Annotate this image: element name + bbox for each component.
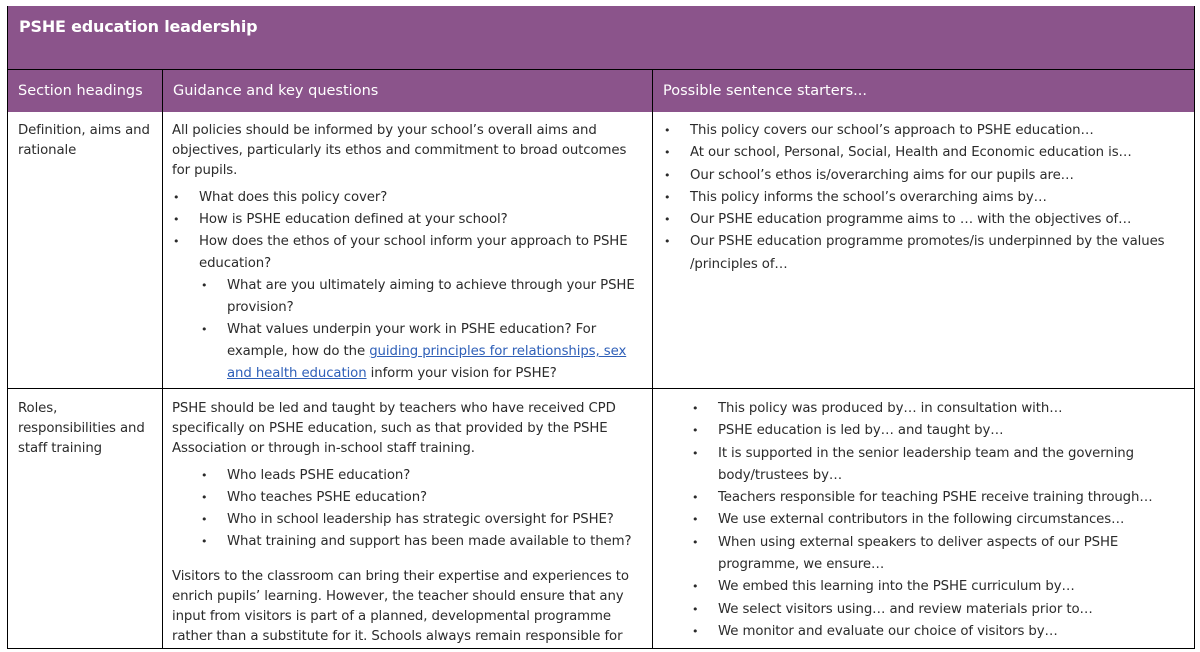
- list-item: • We use external contributors in the following circumstances…: [691, 509, 1191, 531]
- list-item: • How does the ethos of your school inform your approach to PSHE education?: [172, 231, 648, 275]
- list-item: • What training and support has been made available to them?: [200, 531, 648, 553]
- list-item: • What does this policy cover?: [172, 187, 648, 209]
- guiding-principles-link[interactable]: guiding principles for relationships, sex and health education: [227, 344, 627, 381]
- column-header-guidance: Guidance and key questions: [173, 83, 379, 99]
- list-item: • Teachers responsible for teaching PSHE receive training through…: [691, 487, 1191, 509]
- table-row-1-heading: Definition, aims and rationale: [18, 123, 150, 158]
- list-item: • Who leads PSHE education?: [200, 465, 648, 487]
- table-row-1-guidance: [172, 121, 648, 385]
- list-item: • PSHE education is led by… and taught by…: [691, 420, 1191, 442]
- table-title: PSHE education leadership: [19, 17, 258, 36]
- list-item: [200, 319, 648, 385]
- list-item: • This policy informs the school’s overarching aims by…: [663, 187, 1188, 209]
- column-header-sentence-starters: Possible sentence starters...: [663, 83, 867, 99]
- table-row-2-heading: Roles, responsibilities and staff training: [18, 401, 145, 456]
- list-item: • Our school’s ethos is/overarching aims for our pupils are…: [663, 165, 1188, 187]
- list-item: • Who in school leadership has strategic oversight for PSHE?: [200, 509, 648, 531]
- guidance-intro: All policies should be informed by your school’s overall aims and objectives, particularly its ethos and commitment to broad outcomes for pupils.: [172, 123, 627, 178]
- column-header-row: [8, 70, 1194, 112]
- pshe-leadership-table: [7, 6, 1195, 649]
- table-title-row: [8, 6, 1194, 70]
- list-item: • We embed this learning into the PSHE curriculum by…: [691, 576, 1191, 598]
- table-row-2-guidance: [172, 399, 648, 649]
- row-divider: [8, 388, 1194, 389]
- guidance-intro: PSHE should be led and taught by teachers who have received CPD specifically on PSHE education, such as that provided by the PSHE Association or through in-school staff training.: [172, 401, 616, 456]
- sentence-starters-list: [663, 120, 1188, 276]
- list-item: • We monitor and evaluate our choice of visitors by…: [691, 621, 1191, 643]
- list-item: • We select visitors using… and review materials prior to…: [691, 599, 1191, 621]
- list-item: • At our school, Personal, Social, Health and Economic education is…: [663, 142, 1188, 164]
- list-item: • This policy covers our school’s approach to PSHE education…: [663, 120, 1188, 142]
- table-row-1-starters: [663, 120, 1188, 276]
- list-item: • This policy was produced by… in consultation with…: [691, 398, 1191, 420]
- list-item: • How is PSHE education defined at your school?: [172, 209, 648, 231]
- guidance-outro: Visitors to the classroom can bring their expertise and experiences to enrich pupils’ learning. However, the teacher should ensure that any input from visitors is part of a planned, developmental programme rather than a substitute for it. Schools always remain responsible for: [172, 569, 629, 644]
- column-divider: [652, 70, 653, 649]
- list-item: • Our PSHE education programme promotes/is underpinned by the values /principles of…: [663, 231, 1188, 276]
- column-header-section-headings: Section headings: [18, 83, 143, 99]
- sub-question-text-end: inform your vision for PSHE?: [366, 366, 557, 381]
- list-item: • Who teaches PSHE education?: [200, 487, 648, 509]
- list-item: • When using external speakers to deliver aspects of our PSHE programme, we ensure…: [691, 532, 1191, 577]
- guidance-questions: [172, 187, 648, 275]
- list-item: • What are you ultimately aiming to achieve through your PSHE provision?: [200, 275, 648, 319]
- sub-question-text: What values underpin your work in PSHE education? For example, how do the: [227, 322, 597, 359]
- list-item: • It is supported in the senior leadership team and the governing body/trustees by…: [691, 443, 1191, 488]
- table-row-2-starters: [691, 398, 1191, 643]
- guidance-sub-questions: [200, 275, 648, 385]
- list-item: • Our PSHE education programme aims to … with the objectives of…: [663, 209, 1188, 231]
- column-divider: [162, 70, 163, 649]
- sentence-starters-list: [691, 398, 1191, 643]
- guidance-questions: [200, 465, 648, 553]
